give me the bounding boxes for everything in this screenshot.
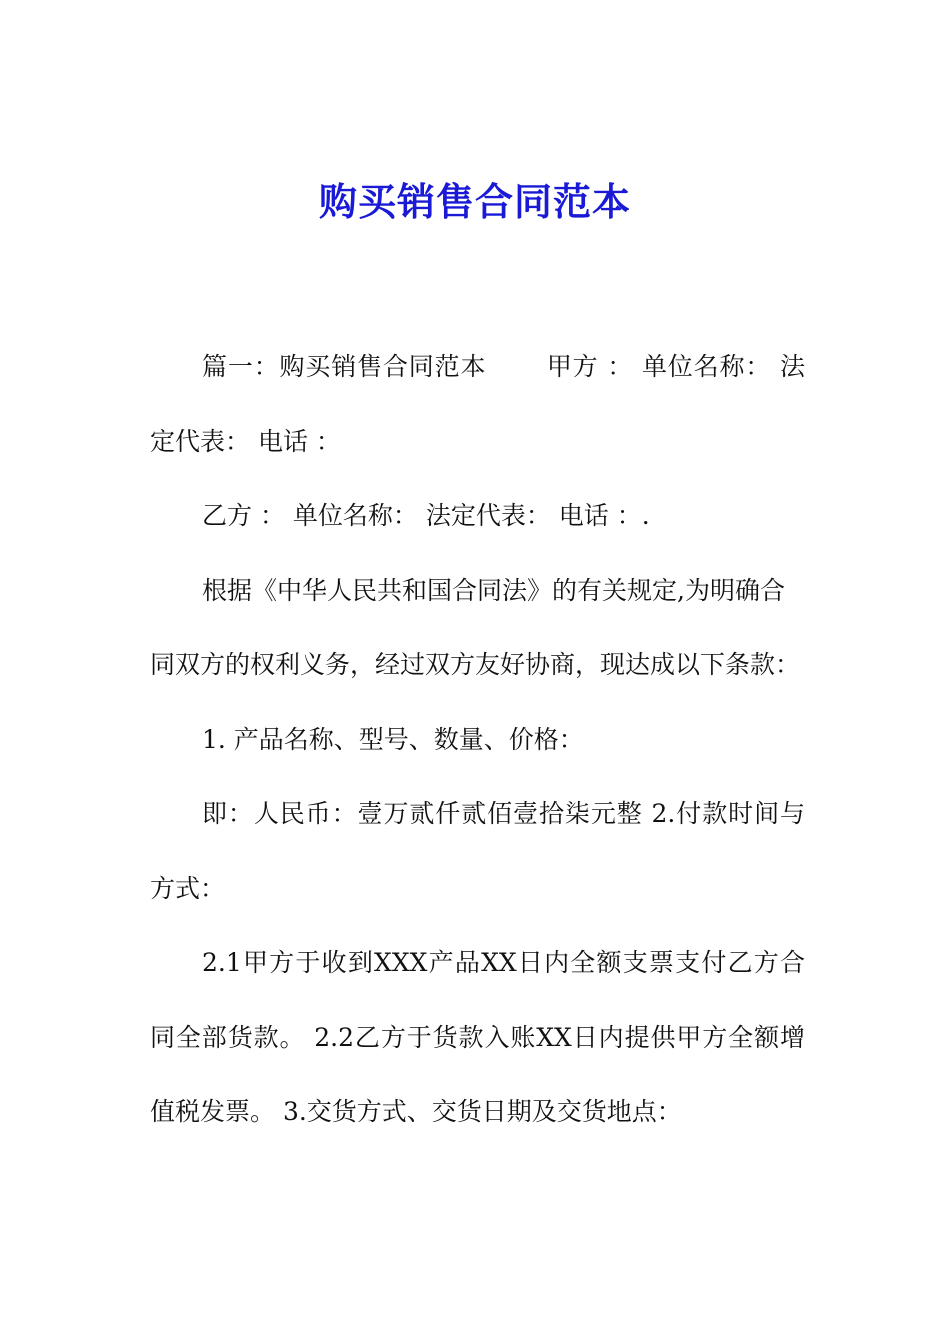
paragraph-amount: 即：人民币：壹万贰仟贰佰壹拾柒元整 2.付款时间与方式： <box>150 799 805 903</box>
paragraph-parties-b: 乙方 ： 单位名称： 法定代表： 电话 ：. <box>202 501 650 530</box>
document-body <box>150 330 805 1150</box>
paragraph-preamble: 根据《中华人民共和国合同法》的有关规定,为明确合同双方的权利义务，经过双方友好协商，现达成以下条款： <box>150 575 801 679</box>
paragraph-clause-2: 2.1甲方于收到XXX产品XX日内全额支票支付乙方合同全部货款。 2.2乙方于货款入账XX日内提供甲方全额增值税发票。 3.交货方式、交货日期及交货地点： <box>150 948 805 1126</box>
paragraph-parties-a: 篇一：购买销售合同范本 甲方 ： 单位名称： 法定代表： 电话 ： <box>150 352 805 456</box>
document-title: 购买销售合同范本 <box>318 179 631 224</box>
paragraph-clause-1: 1. 产品名称、型号、数量、价格： <box>202 724 584 754</box>
